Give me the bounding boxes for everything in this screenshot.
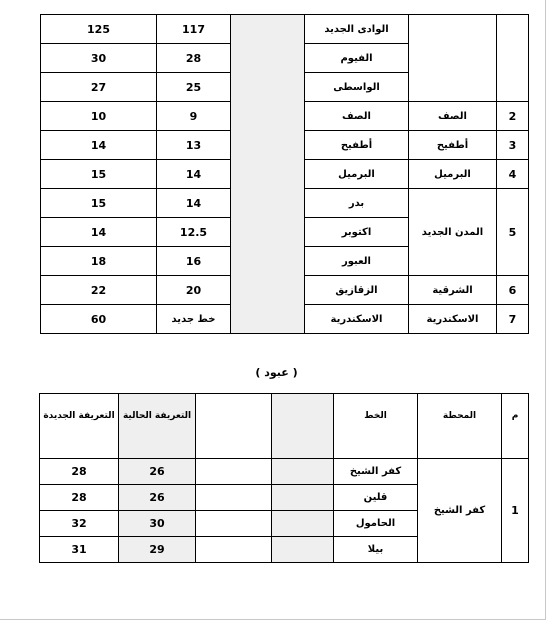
- current-fare-cell: 9: [157, 102, 231, 131]
- current-fare-cell: 16: [157, 247, 231, 276]
- station-cell: الصف: [409, 102, 497, 131]
- station-cell: كفر الشيخ: [418, 459, 502, 563]
- line-cell: كفر الشيخ: [334, 459, 418, 485]
- blank-grey-cell: [272, 485, 334, 511]
- blank-cell: [196, 459, 272, 485]
- header-station: المحطة: [418, 394, 502, 459]
- current-fare-cell: 26: [119, 459, 196, 485]
- row-number-cell: 4: [497, 160, 529, 189]
- blank-grey-column: [231, 15, 305, 334]
- new-fare-cell: 15: [41, 160, 157, 189]
- current-fare-cell: 14: [157, 160, 231, 189]
- station-cell: الشرقية: [409, 276, 497, 305]
- line-cell: أطفيح: [305, 131, 409, 160]
- new-fare-cell: 32: [40, 511, 119, 537]
- line-cell: الواسطى: [305, 73, 409, 102]
- line-cell: العبور: [305, 247, 409, 276]
- new-fare-cell: 14: [41, 218, 157, 247]
- row-number-cell: 2: [497, 102, 529, 131]
- line-cell: بيلا: [334, 537, 418, 563]
- station-cell: المدن الجديد: [409, 189, 497, 276]
- row-number-cell: 3: [497, 131, 529, 160]
- header-current-fare: التعريفة الحالية: [119, 394, 196, 459]
- blank-cell: [196, 485, 272, 511]
- line-cell: الوادى الجديد: [305, 15, 409, 44]
- new-fare-cell: 28: [40, 485, 119, 511]
- new-fare-cell: 27: [41, 73, 157, 102]
- blank-cell: [196, 511, 272, 537]
- new-fare-cell: 125: [41, 15, 157, 44]
- current-fare-cell: 14: [157, 189, 231, 218]
- row-number-cell: 1: [502, 459, 529, 563]
- new-fare-cell: 14: [41, 131, 157, 160]
- header-blank-grey: [272, 394, 334, 459]
- line-cell: البرميل: [305, 160, 409, 189]
- current-fare-cell: 117: [157, 15, 231, 44]
- header-new-fare: التعريفة الجديدة: [40, 394, 119, 459]
- current-fare-cell: 13: [157, 131, 231, 160]
- current-fare-cell: 25: [157, 73, 231, 102]
- new-fare-cell: 28: [40, 459, 119, 485]
- header-blank: [196, 394, 272, 459]
- line-cell: بدر: [305, 189, 409, 218]
- station-cell: البرميل: [409, 160, 497, 189]
- header-line: الخط: [334, 394, 418, 459]
- new-fare-cell: 30: [41, 44, 157, 73]
- blank-grey-cell: [272, 537, 334, 563]
- row-number-cell: 7: [497, 305, 529, 334]
- line-cell: الاسكندرية: [305, 305, 409, 334]
- line-cell: الفيوم: [305, 44, 409, 73]
- table-row: [41, 15, 529, 44]
- station-cell: الاسكندرية: [409, 305, 497, 334]
- current-fare-cell: 30: [119, 511, 196, 537]
- line-cell: الزقازيق: [305, 276, 409, 305]
- line-cell: قلين: [334, 485, 418, 511]
- row-number-cell: [497, 15, 529, 102]
- blank-cell: [196, 537, 272, 563]
- station-cell: أطفيح: [409, 131, 497, 160]
- line-cell: اكتوبر: [305, 218, 409, 247]
- current-fare-cell: 12.5: [157, 218, 231, 247]
- blank-grey-cell: [272, 511, 334, 537]
- new-fare-cell: 10: [41, 102, 157, 131]
- row-number-cell: 6: [497, 276, 529, 305]
- new-fare-cell: 60: [41, 305, 157, 334]
- current-fare-cell: 26: [119, 485, 196, 511]
- header-row-number: م: [502, 394, 529, 459]
- blank-grey-cell: [272, 459, 334, 485]
- new-fare-cell: 15: [41, 189, 157, 218]
- current-fare-cell: 20: [157, 276, 231, 305]
- new-fare-cell: 18: [41, 247, 157, 276]
- line-cell: الحامول: [334, 511, 418, 537]
- section-title: ( عبود ): [255, 366, 298, 379]
- station-cell: [409, 15, 497, 102]
- table-row: [40, 459, 529, 485]
- row-number-cell: 5: [497, 189, 529, 276]
- new-fare-cell: 22: [41, 276, 157, 305]
- current-fare-cell: 29: [119, 537, 196, 563]
- header-row: [40, 394, 529, 459]
- fares-table-continued: [40, 14, 529, 334]
- line-cell: الصف: [305, 102, 409, 131]
- current-fare-cell: 28: [157, 44, 231, 73]
- abboud-fares-table: [39, 393, 529, 563]
- current-fare-cell: خط جديد: [157, 305, 231, 334]
- new-fare-cell: 31: [40, 537, 119, 563]
